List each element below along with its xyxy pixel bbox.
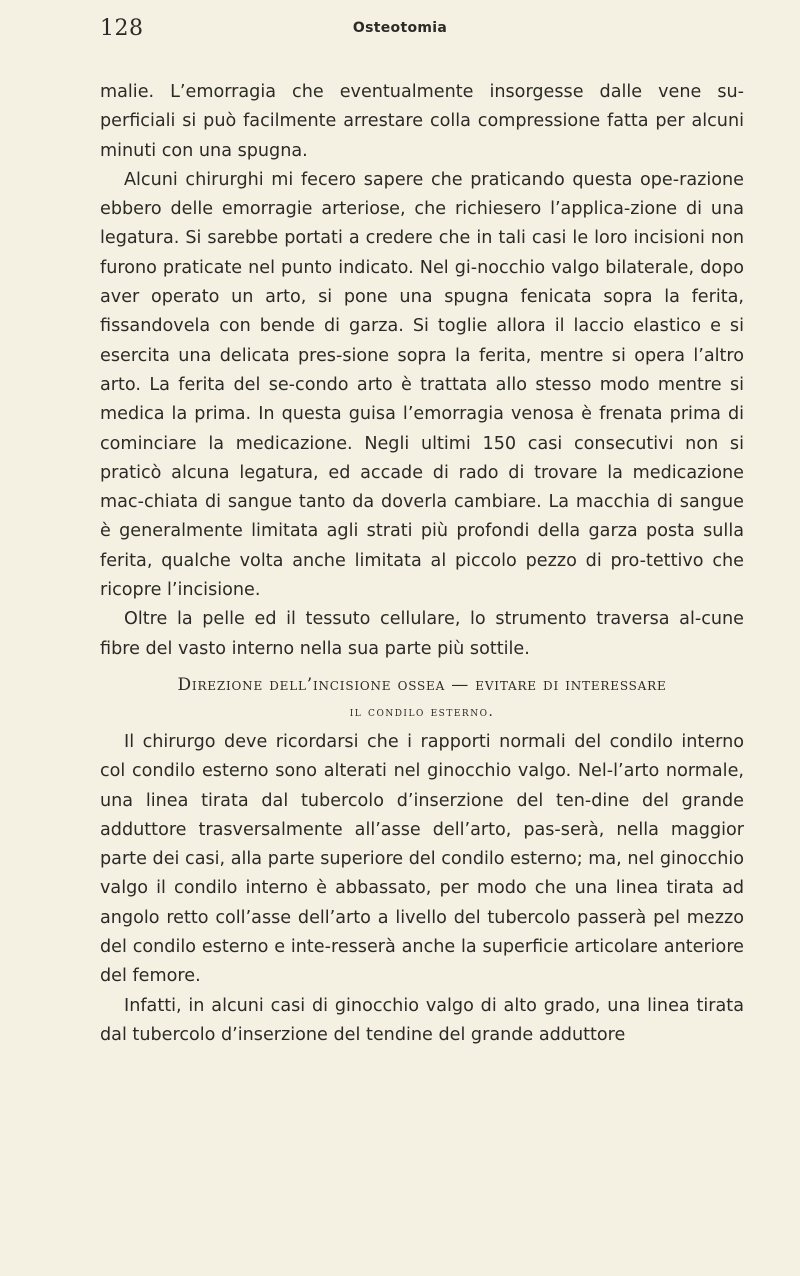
page-number: 128 xyxy=(100,16,144,41)
paragraph: Infatti, in alcuni casi di ginocchio valgo di alto grado, una linea tirata dal tubercolo d’inserzione del tendine del grande adduttore xyxy=(100,995,744,1045)
section-heading xyxy=(100,672,744,726)
paragraph: malie. L’emorragia che eventualmente insorgesse dalle vene su-perficiali si può facilmente arrestare colla compressione fatta per alcuni minuti con una spugna. xyxy=(100,82,744,161)
paragraph: Oltre la pelle ed il tessuto cellulare, lo strumento traversa al-cune fibre del vasto interno nella sua parte più sottile. xyxy=(100,609,744,659)
section-heading-line-2: il condilo esterno. xyxy=(349,703,495,720)
running-title: Osteotomia xyxy=(352,20,448,36)
paragraph: Alcuni chirurghi mi fecero sapere che praticando questa ope-razione ebbero delle emorragie arteriose, che richiesero l’applica-zione di una legatura. Si sarebbe portati a credere che in tali casi le loro incisioni non furono praticate nel punto indicato. Nel gi-nocchio valgo bilaterale, dopo aver operato un arto, si pone una spugna fenicata sopra la ferita, fissandovela con bende di garza. Si toglie allora il laccio elastico e si esercita una delicata pres-sione sopra la ferita, mentre si opera l’altro arto. La ferita del se-condo arto è trattata allo stesso modo mentre si medica la prima. In questa guisa l’emorragia venosa è frenata prima di cominciare la medicazione. Negli ultimi 150 casi consecutivi non si praticò alcuna legatura, ed accade di rado di trovare la medicazione mac-chiata di sangue tanto da doverla cambiare. La macchia di sangue è generalmente limitata agli strati più profondi della garza posta sulla ferita, qualche volta anche limitata al piccolo pezzo di pro-tettivo che ricopre l’incisione. xyxy=(100,169,744,601)
body-text xyxy=(100,78,744,1050)
section-heading-line-1: Direzione dell’incisione ossea — evitare di interessare xyxy=(177,674,667,695)
paragraph: Il chirurgo deve ricordarsi che i rapporti normali del condilo interno col condilo esterno sono alterati nel ginocchio valgo. Nel-l’arto normale, una linea tirata dal tubercolo d’inserzione del ten-dine del grande adduttore trasversalmente all’asse dell’arto, pas-serà, nella maggior parte dei casi, alla parte superiore del condilo esterno; ma, nel ginocchio valgo il condilo interno è abbassato, per modo che una linea tirata ad angolo retto coll’asse dell’arto a livello del tubercolo passerà pel mezzo del condilo esterno e inte-resserà anche la superficie articolare anteriore del femore. xyxy=(100,731,744,987)
